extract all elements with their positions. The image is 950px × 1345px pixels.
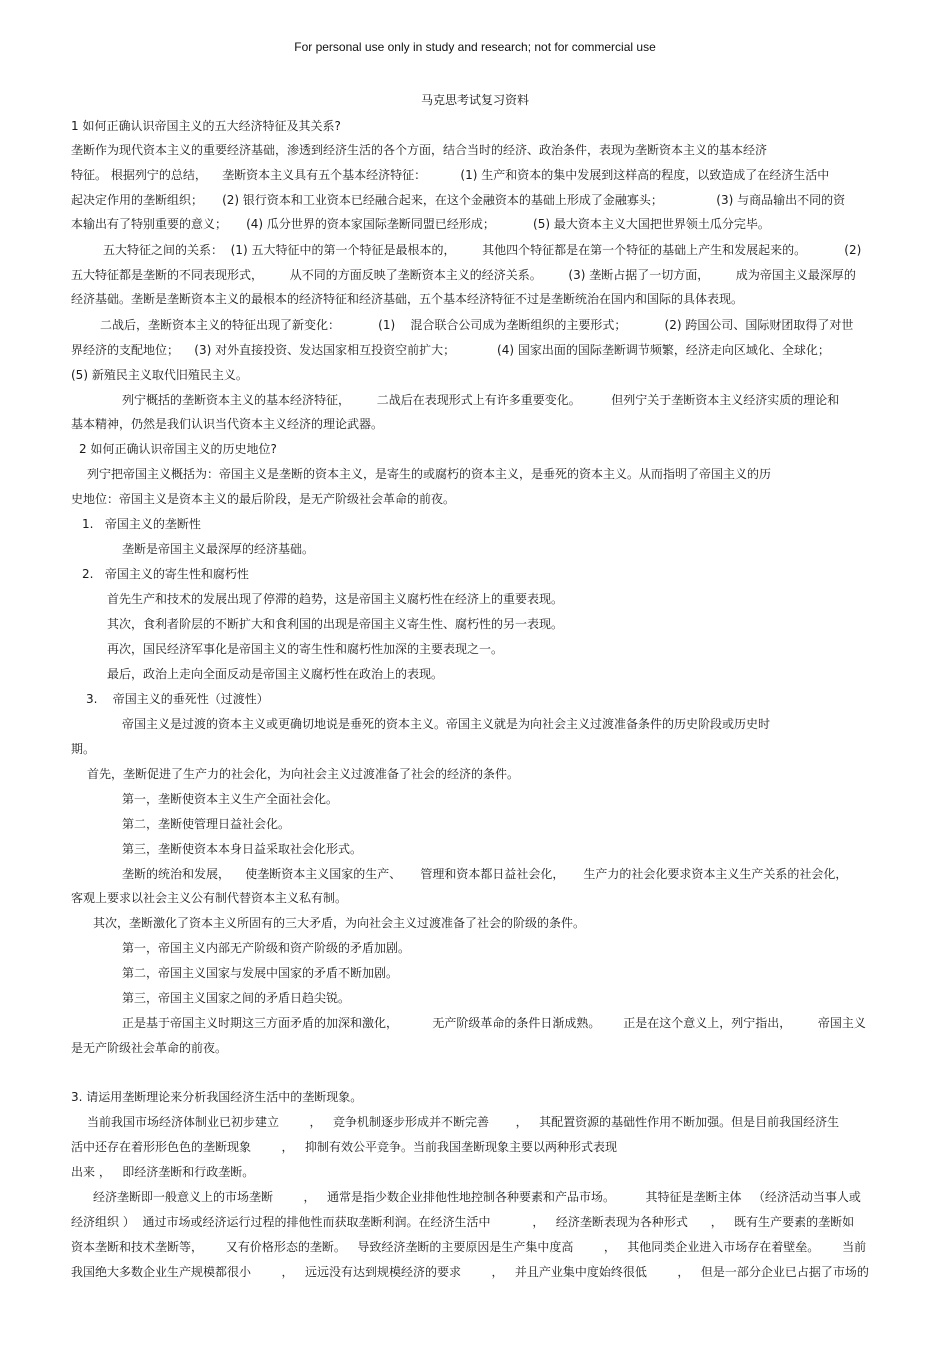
text-line: 列宁把帝国主义概括为：帝国主义是垄断的资本主义，是寄生的或腐朽的资本主义，是垂死的资本主义。从而指明了帝国主义的历 [87,467,772,481]
text-line: 起决定作用的垄断组织； (2) 银行资本和工业资本已经融合起来，在这个金融资本的基础上形成了金融寡头； (3) 与商品输出不同的资 [71,193,846,207]
text-line: 客观上要求以社会主义公有制代替资本主义私有制。 [71,891,348,905]
text-line: 五大特征都是垄断的不同表现形式， 从不同的方面反映了垄断资本主义的经济关系。 (3) 垄断占据了一切方面， 成为帝国主义最深厚的 [71,268,856,282]
text-line: 最后，政治上走向全面反动是帝国主义腐朽性在政治上的表现。 [107,667,444,681]
text-line: 史地位：帝国主义是资本主义的最后阶段，是无产阶级社会革命的前夜。 [71,492,456,506]
text-line: 基本精神，仍然是我们认识当代资本主义经济的理论武器。 [71,417,384,431]
text-line: 垄断是帝国主义最深厚的经济基础。 [122,542,315,556]
text-line: 正是基于帝国主义时期这三方面矛盾的加深和激化， 无产阶级革命的条件日渐成熟。 正是在这个意义上，列宁指出， 帝国主义 [122,1016,866,1030]
section-heading: 2. 帝国主义的寄生性和腐朽性 [82,567,249,581]
text-line: 经济垄断即一般意义上的市场垄断 ， 通常是指少数企业排他性地控制各种要素和产品市场。 其特征是垄断主体 （经济活动当事人或 [93,1190,861,1204]
section-heading: 3. 帝国主义的垂死性（过渡性） [86,692,269,706]
text-line: (5) 新殖民主义取代旧殖民主义。 [71,368,248,382]
text-line: 帝国主义是过渡的资本主义或更确切地说是垂死的资本主义。帝国主义就是为向社会主义过渡准备条件的历史阶段或历史时 [122,717,771,731]
text-line: 第二，垄断使管理日益社会化。 [122,817,291,831]
text-line: 活中还存在着形形色色的垄断现象 ， 抑制有效公平竞争。当前我国垄断现象主要以两种形式表现 [71,1140,617,1154]
text-line: 特征。 根据列宁的总结， 垄断资本主义具有五个基本经济特征： (1) 生产和资本的集中发展到这样高的程度，以致造成了在经济生活中 [71,168,830,182]
text-line: 经济组织 ） 通过市场或经济运行过程的排他性而获取垄断利润。在经济生活中 ， 经济垄断表现为各种形式 ， 既有生产要素的垄断如 [71,1215,855,1229]
text-line: 再次，国民经济军事化是帝国主义的寄生性和腐朽性加深的主要表现之一。 [107,642,504,656]
text-line: 第一，垄断使资本主义生产全面社会化。 [122,792,339,806]
text-line: 第三，帝国主义国家之间的矛盾日趋尖锐。 [122,991,351,1005]
text-line: 垄断作为现代资本主义的重要经济基础，渗透到经济生活的各个方面，结合当时的经济、政治条件，表现为垄断资本主义的基本经济 [71,143,768,157]
text-line: 期。 [71,742,96,756]
text-line: 第三，垄断使资本本身日益采取社会化形式。 [122,842,363,856]
text-line: 第一，帝国主义内部无产阶级和资产阶级的矛盾加剧。 [122,941,411,955]
text-line: 首先生产和技术的发展出现了停滞的趋势，这是帝国主义腐朽性在经济上的重要表现。 [107,592,564,606]
question-heading: 1 如何正确认识帝国主义的五大经济特征及其关系? [71,119,341,133]
page-title: 马克思考试复习资料 [420,93,529,107]
text-line: 资本垄断和技术垄断等， 又有价格形态的垄断。 导致经济垄断的主要原因是生产集中度高 ， 其他同类企业进入市场存在着壁垒。 当前 [71,1240,867,1254]
text-line: 其次，食利者阶层的不断扩大和食利国的出现是帝国主义寄生性、腐朽性的另一表现。 [107,617,564,631]
question-heading: 2 如何正确认识帝国主义的历史地位? [79,442,277,456]
text-line: 列宁概括的垄断资本主义的基本经济特征， 二战后在表现形式上有许多重要变化。 但列宁关于垄断资本主义经济实质的理论和 [122,393,840,407]
text-line: 是无产阶级社会革命的前夜。 [71,1041,228,1055]
text-line: 出来 ， 即经济垄断和行政垄断。 [71,1165,255,1179]
text-line: 经济基础。垄断是垄断资本主义的最根本的经济特征和经济基础，五个基本经济特征不过是垄断统治在国内和国际的具体表现。 [71,292,744,306]
text-line: 本输出有了特别重要的意义； (4) 瓜分世界的资本家国际垄断同盟已经形成； (5) 最大资本主义大国把世界领土瓜分完毕。 [71,217,770,231]
text-line: 首先，垄断促进了生产力的社会化，为向社会主义过渡准备了社会的经济的条件。 [87,767,520,781]
text-line: 第二，帝国主义国家与发展中国家的矛盾不断加剧。 [122,966,399,980]
text-line: 五大特征之间的关系： (1) 五大特征中的第一个特征是最根本的， 其他四个特征都是在第一个特征的基础上产生和发展起来的。 (2) [103,243,862,257]
text-line: 当前我国市场经济体制业已初步建立 ， 竞争机制逐步形成并不断完善 ， 其配置资源的基础性作用不断加强。但是目前我国经济生 [87,1115,840,1129]
header-note: For personal use only in study and research; not for commercial use [294,40,656,54]
text-line: 垄断的统治和发展， 使垄断资本主义国家的生产、 管理和资本都日益社会化， 生产力的社会化要求资本主义生产关系的社会化， [122,867,848,881]
text-line: 我国绝大多数企业生产规模都很小 ， 远远没有达到规模经济的要求 ， 并且产业集中度始终很低 ， 但是一部分企业已占据了市场的 [71,1265,869,1279]
text-line: 其次，垄断激化了资本主义所固有的三大矛盾，为向社会主义过渡准备了社会的阶级的条件。 [93,916,586,930]
text-line: 二战后，垄断资本主义的特征出现了新变化： (1) 混合联合公司成为垄断组织的主要形式； (2) 跨国公司、国际财团取得了对世 [100,318,854,332]
section-heading: 1. 帝国主义的垄断性 [82,517,201,531]
question-heading: 3. 请运用垄断理论来分析我国经济生活中的垄断现象。 [71,1090,363,1104]
text-line: 界经济的支配地位； (3) 对外直接投资、发达国家相互投资空前扩大； (4) 国家出面的国际垄断调节频繁，经济走向区域化、全球化； [71,343,830,357]
